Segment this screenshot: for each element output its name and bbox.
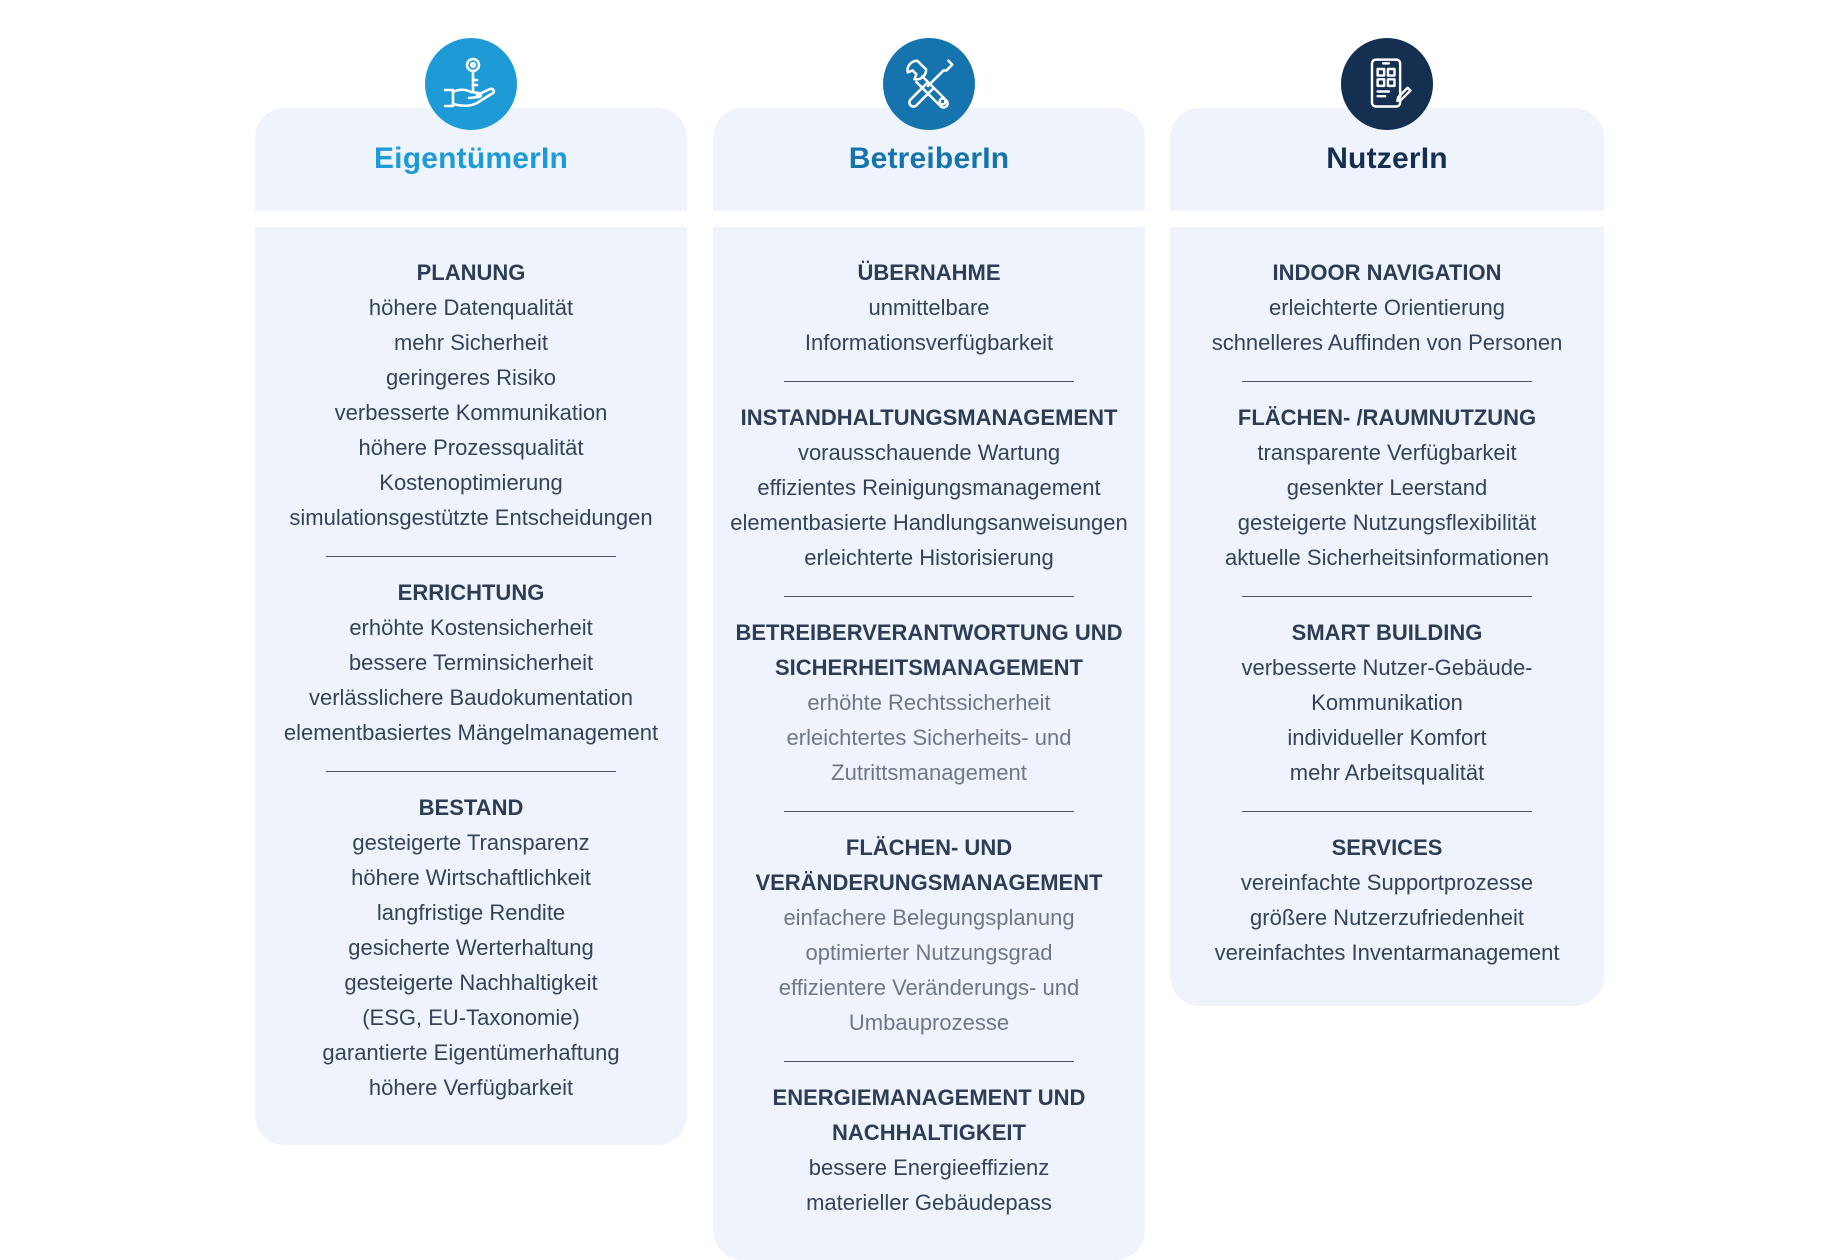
divider: [326, 556, 616, 557]
benefit-item: Kommunikation: [1311, 690, 1463, 715]
benefit-item: gesenkter Leerstand: [1286, 475, 1488, 500]
section-energiemanagement: [713, 1080, 1145, 1220]
operator-benefits: [713, 227, 1145, 1260]
section-heading: ERRICHTUNG: [397, 580, 545, 605]
section-heading: BESTAND: [418, 795, 524, 820]
building-app-icon: [1341, 38, 1433, 130]
benefit-item: mehr Sicherheit: [393, 330, 549, 355]
benefit-item: gesteigerte Nachhaltigkeit: [344, 970, 598, 995]
divider: [1242, 811, 1532, 812]
section-heading: NACHHALTIGKEIT: [832, 1120, 1026, 1145]
benefit-item: Zutrittsmanagement: [831, 760, 1027, 785]
benefit-item: gesicherte Werterhaltung: [348, 935, 594, 960]
benefit-item: elementbasiertes Mängelmanagement: [283, 720, 659, 745]
benefit-item: transparente Verfügbarkeit: [1257, 440, 1517, 465]
section-uebernahme: [713, 255, 1145, 360]
benefit-item: elementbasierte Handlungsanweisungen: [730, 510, 1128, 535]
section-instandhaltung: [713, 400, 1145, 575]
benefit-item: Umbauprozesse: [848, 1010, 1010, 1035]
column-title: NutzerIn: [1326, 142, 1448, 175]
benefit-item: gesteigerte Nutzungsflexibilität: [1237, 510, 1537, 535]
divider: [784, 381, 1074, 382]
divider: [1242, 596, 1532, 597]
section-heading: VERÄNDERUNGSMANAGEMENT: [755, 870, 1103, 895]
user-benefits: [1170, 227, 1604, 1006]
benefit-item: geringeres Risiko: [386, 365, 556, 390]
section-betreiberverantwortung: [713, 615, 1145, 790]
section-smart-building: [1170, 615, 1604, 790]
benefit-item: einfachere Belegungsplanung: [783, 905, 1075, 930]
benefit-item: Informationsverfügbarkeit: [804, 330, 1054, 355]
benefit-item: materieller Gebäudepass: [806, 1190, 1052, 1215]
benefit-item: mehr Arbeitsqualität: [1289, 760, 1485, 785]
section-indoor-navigation: [1170, 255, 1604, 360]
benefit-item: größere Nutzerzufriedenheit: [1250, 905, 1524, 930]
benefit-item: erhöhte Rechtssicherheit: [807, 690, 1051, 715]
benefit-item: bessere Energieeffizienz: [808, 1155, 1050, 1180]
benefit-item: langfristige Rendite: [376, 900, 566, 925]
section-heading: INSTANDHALTUNGSMANAGEMENT: [740, 405, 1118, 430]
section-heading: ENERGIEMANAGEMENT UND: [772, 1085, 1086, 1110]
benefit-item: vereinfachte Supportprozesse: [1240, 870, 1534, 895]
section-heading: SICHERHEITSMANAGEMENT: [774, 655, 1083, 680]
benefit-item: garantierte Eigentümerhaftung: [322, 1040, 620, 1065]
wrench-screwdriver-icon: [883, 38, 975, 130]
divider: [784, 811, 1074, 812]
benefit-item: verlässlichere Baudokumentation: [308, 685, 634, 710]
benefit-item: effizientere Veränderungs- und: [778, 975, 1080, 1000]
benefit-item: höhere Datenqualität: [368, 295, 574, 320]
benefit-item: effizientes Reinigungsmanagement: [757, 475, 1101, 500]
benefit-item: verbesserte Kommunikation: [334, 400, 608, 425]
column-user: [1170, 108, 1604, 1006]
divider: [1242, 381, 1532, 382]
divider: [326, 771, 616, 772]
benefit-item: vorausschauende Wartung: [797, 440, 1061, 465]
benefit-item: höhere Prozessqualität: [358, 435, 584, 460]
benefit-item: erleichterte Orientierung: [1268, 295, 1505, 320]
section-heading: ÜBERNAHME: [857, 260, 1001, 285]
section-heading: FLÄCHEN- UND: [845, 835, 1013, 860]
benefit-item: bessere Terminsicherheit: [348, 650, 594, 675]
benefit-item: gesteigerte Transparenz: [352, 830, 590, 855]
benefit-item: erleichtertes Sicherheits- und: [786, 725, 1072, 750]
benefit-item: schnelleres Auffinden von Personen: [1211, 330, 1563, 355]
benefit-item: vereinfachtes Inventarmanagement: [1214, 940, 1560, 965]
section-heading: SERVICES: [1331, 835, 1443, 860]
benefit-item: simulationsgestützte Entscheidungen: [289, 505, 653, 530]
benefit-item: erleichterte Historisierung: [804, 545, 1054, 570]
section-flaechenmanagement: [713, 830, 1145, 1040]
benefit-item: individueller Komfort: [1287, 725, 1487, 750]
divider: [784, 1061, 1074, 1062]
column-title: EigentümerIn: [373, 142, 569, 175]
owner-benefits: [255, 227, 687, 1145]
benefit-item: optimierter Nutzungsgrad: [805, 940, 1053, 965]
column-title: BetreiberIn: [848, 142, 1010, 175]
benefit-item: höhere Wirtschaftlichkeit: [351, 865, 591, 890]
section-raumnutzung: [1170, 400, 1604, 575]
section-planung: [255, 255, 687, 535]
section-heading: BETREIBERVERANTWORTUNG UND: [735, 620, 1123, 645]
column-operator: [713, 108, 1145, 1260]
section-heading: PLANUNG: [416, 260, 526, 285]
column-owner: [255, 108, 687, 1145]
benefit-item: höhere Verfügbarkeit: [368, 1075, 574, 1100]
section-errichtung: [255, 575, 687, 750]
key-in-hand-icon: [425, 38, 517, 130]
benefit-item: erhöhte Kostensicherheit: [349, 615, 593, 640]
benefit-item: aktuelle Sicherheitsinformationen: [1224, 545, 1550, 570]
benefit-item: Kostenoptimierung: [379, 470, 563, 495]
section-heading: FLÄCHEN- /RAUMNUTZUNG: [1237, 405, 1537, 430]
section-heading: SMART BUILDING: [1291, 620, 1483, 645]
section-heading: INDOOR NAVIGATION: [1272, 260, 1502, 285]
divider: [784, 596, 1074, 597]
section-bestand: [255, 790, 687, 1105]
benefit-item: (ESG, EU-Taxonomie): [362, 1005, 580, 1030]
benefit-item: unmittelbare: [868, 295, 990, 320]
section-services: [1170, 830, 1604, 970]
benefit-item: verbesserte Nutzer-Gebäude-: [1241, 655, 1533, 680]
